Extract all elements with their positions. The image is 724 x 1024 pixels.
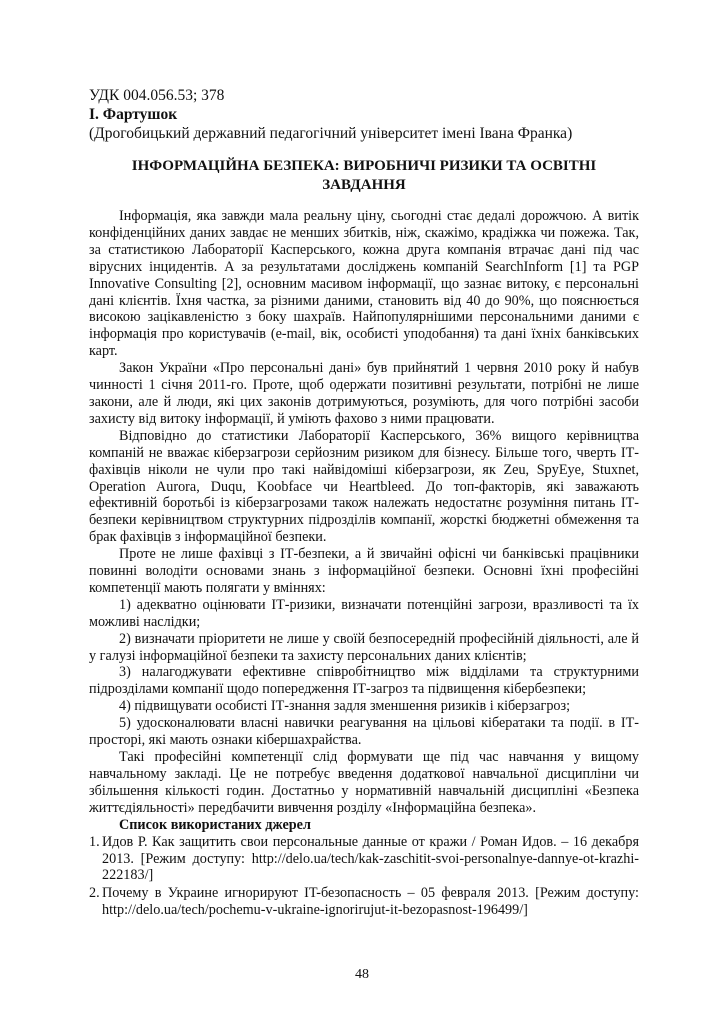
- competence-item: 1) адекватно оцінювати ІТ-ризики, визначати потенційні загрози, вразливості та їх можливі наслідки;: [89, 596, 639, 630]
- article-body: [89, 208, 639, 817]
- reference-text: Идов Р. Как защитить свои персональные данные от кражи / Роман Идов. – 16 декабря 2013. [Режим доступу: http://delo.ua/tech/kak-zaschitit-svoi-personalnye-dannye-ot-krazhi-222183/]: [102, 833, 639, 884]
- body-paragraph: Закон України «Про персональні дані» був прийнятий 1 червня 2010 року й набув чинності 1 січня 2011-го. Проте, щоб одержати позитивні результати, потрібні не лише закони, але й люди, які цих законів дотримуються, розуміють, для чого потрібні засоби захисту від витоку інформації, й уміють фахово з ними працювати.: [89, 360, 639, 427]
- reference-number: 2.: [89, 885, 100, 902]
- article-title: ІНФОРМАЦІЙНА БЕЗПЕКА: ВИРОБНИЧІ РИЗИКИ ТА ОСВІТНІ ЗАВДАННЯ: [131, 158, 597, 193]
- author-affiliation: (Дрогобицький державний педагогічний університет імені Івана Франка): [89, 125, 573, 142]
- references-list: [89, 834, 639, 920]
- body-paragraph: Проте не лише фахівці з ІТ-безпеки, а й звичайні офісні чи банківські працівники повинні володіти основами знань з інформаційної безпеки. Основні їхні професійні компетенції мають полягати у вміннях:: [89, 546, 639, 596]
- reference-item: [89, 834, 639, 885]
- reference-text: Почему в Украине игнорируют IT-безопасность – 05 февраля 2013. [Режим доступу: http://delo.ua/tech/pochemu-v-ukraine-ignorirujut-it-bezopasnost-196499/]: [102, 885, 639, 919]
- page-number: 48: [355, 967, 369, 982]
- udk-code: УДК 004.056.53; 378: [89, 87, 225, 104]
- article-page: [89, 86, 639, 920]
- competence-item: 4) підвищувати особисті ІТ-знання задля зменшення ризиків і кіберзагроз;: [119, 698, 571, 715]
- competence-item: 5) удосконалювати власні навички реагування на цільові кібератаки та події. в ІТ-просторі, які мають ознаки кібершахрайства.: [89, 715, 639, 749]
- references-heading: Список використаних джерел: [119, 816, 311, 833]
- body-paragraph: Інформація, яка завжди мала реальну ціну, сьогодні стає дедалі дорожчою. А витік конфіденційних даних завдає не менших збитків, ніж, скажімо, крадіжка чи пожежа. Так, за статистикою Лабораторії Касперського, кожна друга компанія втрачає дані під час вірусних інцидентів. А за результатами досліджень компаній SearchInform [1] та PGP Innovative Consulting [2], основним масивом інформації, що зазнає витоку, є персональні дані клієнтів. Їхня частка, за різними даними, становить від 40 до 90%, що пояснюється високою зацікавленістю з боку шахраїв. Найпопулярнішими персональними даними є інформація про користувачів (e-mail, вік, особисті уподобання) та дані їхніх банківських карт.: [89, 208, 639, 360]
- author-name: І. Фартушок: [89, 106, 178, 123]
- competence-item: 2) визначати пріоритети не лише у своїй безпосередній професійній діяльності, але й у галузі інформаційної безпеки та захисту персональних даних клієнтів;: [89, 630, 639, 664]
- body-paragraph: Відповідно до статистики Лабораторії Касперського, 36% вищого керівництва компаній не вважає кіберзагрози серйозним ризиком для бізнесу. Більше того, чверть ІТ-фахівців ніколи не чули про такі найвідоміші кіберзагрози, як Zeu, SpyEye, Stuxnet, Operation Aurora, Duqu, Koobface чи Heartbleed. До топ-факторів, які заважають ефективній боротьбі із кіберзагрозами також належать недостатнє розуміння питань ІТ-безпеки керівництвом структурних підрозділів компанії, жорсткі бюджетні обмеження та брак фахівців з інформаційної безпеки.: [89, 427, 639, 546]
- competence-item: 3) налагоджувати ефективне співробітництво між відділами та структурними підрозділами компанії щодо попередження ІТ-загроз та підвищення кібербезпеки;: [89, 664, 639, 698]
- reference-item: [89, 885, 639, 919]
- body-paragraph: Такі професійні компетенції слід формувати ще під час навчання у вищому навчальному закладі. Це не потребує введення додаткової навчальної дисципліни чи збільшення кількості годин. Достатньо у нормативній навчальній дисципліні «Безпека життєдіяльності» передбачити вивчення розділу «Інформаційна безпека».: [89, 749, 639, 816]
- reference-number: 1.: [89, 833, 100, 850]
